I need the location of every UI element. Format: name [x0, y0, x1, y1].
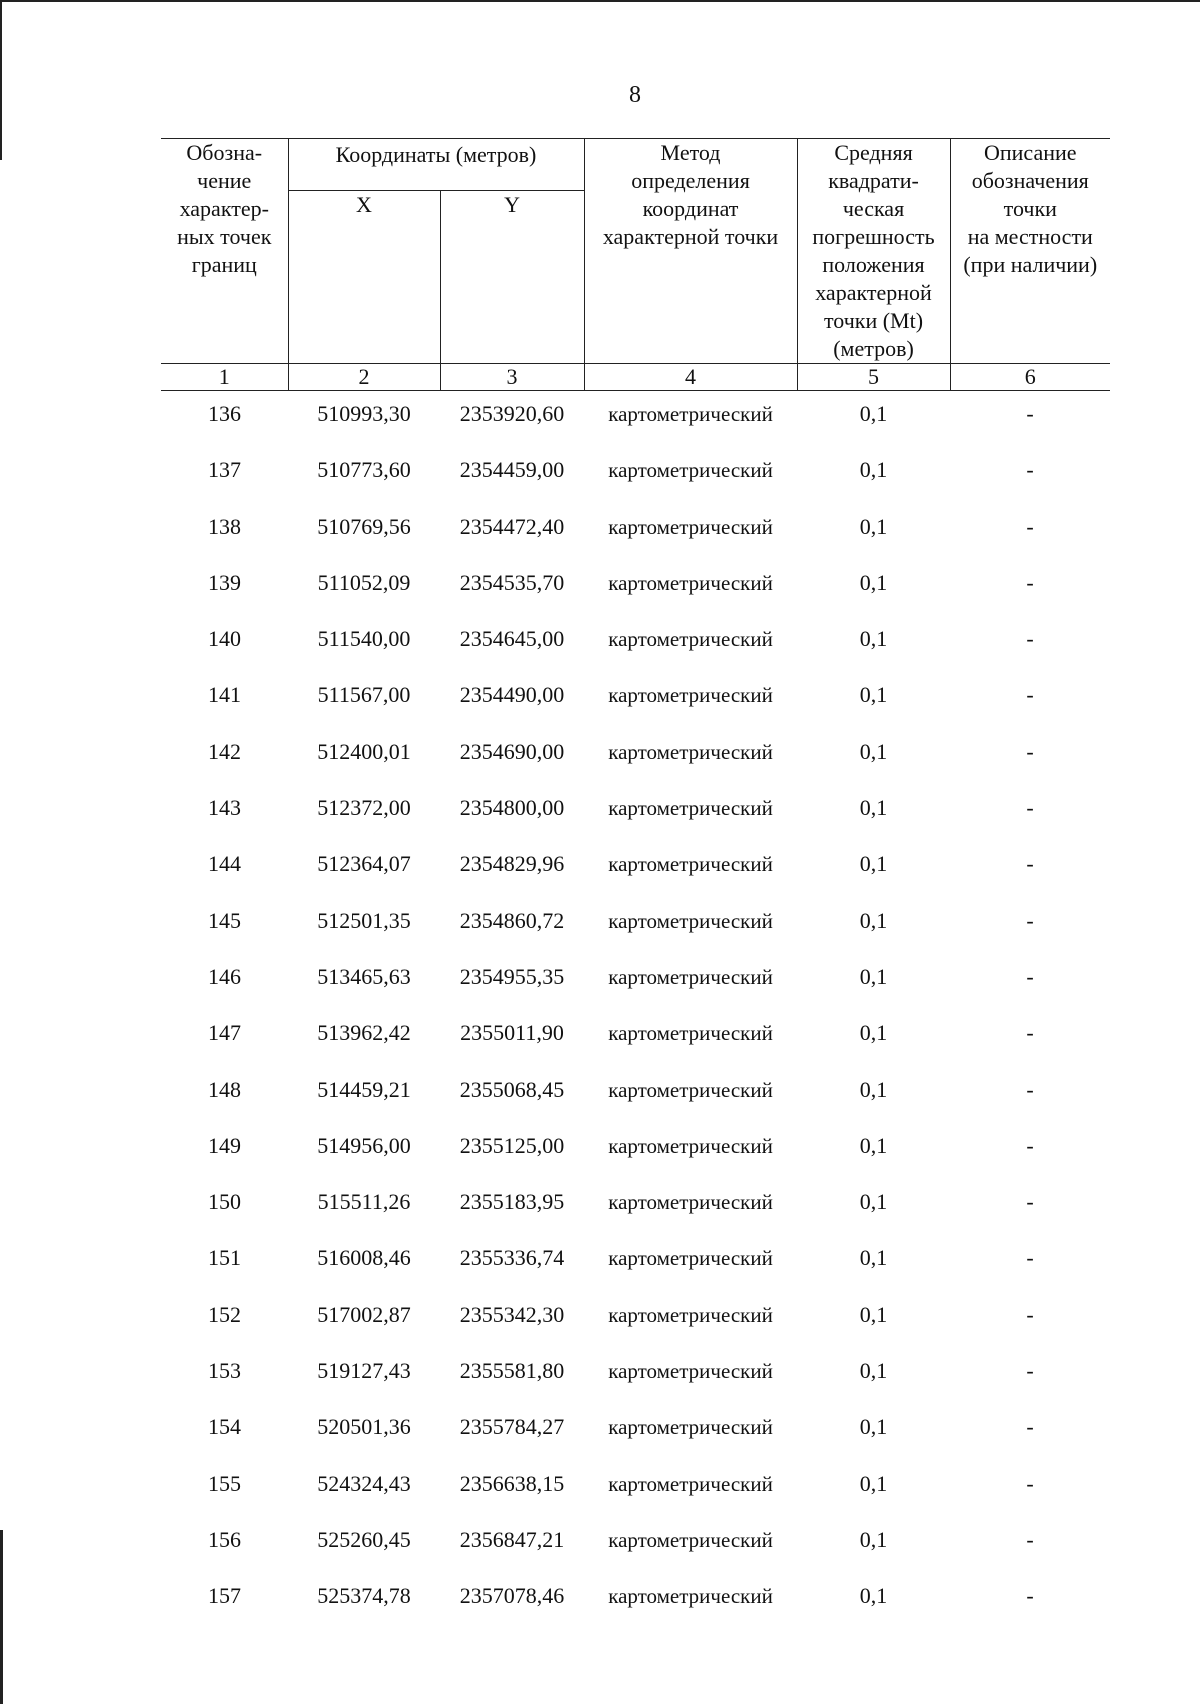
cell-y: 2353920,60: [459, 401, 565, 426]
cell-method: картометрический: [608, 1471, 773, 1496]
cell-point: 140: [208, 626, 241, 652]
cell-error: 0,1: [859, 401, 888, 426]
table-row: [161, 1133, 1110, 1189]
coordinates-table: [161, 138, 1110, 1640]
table-row: [161, 1302, 1110, 1358]
cell-y: 2354490,00: [459, 682, 565, 708]
cell-point: 141: [208, 682, 241, 708]
cell-error: 0,1: [859, 682, 888, 708]
cell-y: 2355125,00: [459, 1132, 565, 1158]
cell-description: -: [1026, 1583, 1034, 1609]
cell-error: 0,1: [859, 569, 888, 595]
cell-x: 514956,00: [317, 1132, 411, 1158]
table-row: [161, 851, 1110, 907]
cell-description: -: [1026, 1358, 1034, 1384]
header-row: [161, 139, 1110, 191]
header-y: Y: [440, 191, 584, 364]
table-row: [161, 908, 1110, 964]
header-method: Метод определения координат характерной точки: [584, 139, 797, 364]
cell-point: 148: [208, 1076, 241, 1102]
cell-y: 2355784,27: [459, 1414, 565, 1440]
cell-error: 0,1: [859, 457, 888, 483]
cell-x: 520501,36: [317, 1414, 411, 1440]
cell-point: 152: [208, 1301, 241, 1327]
cell-x: 513962,42: [317, 1020, 411, 1046]
cell-point: 139: [208, 569, 241, 595]
cell-method: картометрический: [608, 570, 773, 595]
cell-error: 0,1: [859, 1076, 888, 1102]
cell-error: 0,1: [859, 1245, 888, 1271]
cell-x: 516008,46: [317, 1245, 411, 1271]
cell-x: 512372,00: [317, 795, 411, 821]
cell-x: 511052,09: [317, 569, 411, 595]
cell-y: 2354459,00: [459, 457, 565, 483]
cell-point: 137: [208, 457, 241, 483]
cell-point: 145: [208, 907, 241, 933]
cell-description: -: [1026, 738, 1034, 764]
table-row: [161, 1189, 1110, 1245]
cell-x: 511540,00: [317, 626, 411, 652]
cell-x: 525374,78: [317, 1583, 411, 1609]
column-numbers-row: [161, 364, 1110, 391]
cell-y: 2354829,96: [459, 851, 565, 877]
cell-method: картометрический: [608, 1077, 773, 1102]
cell-error: 0,1: [859, 907, 888, 933]
cell-method: картометрический: [608, 964, 773, 989]
table-row: [161, 1583, 1110, 1639]
cell-method: картометрический: [608, 402, 773, 426]
cell-x: 519127,43: [317, 1358, 411, 1384]
table-row: [161, 457, 1110, 513]
cell-x: 511567,00: [317, 682, 411, 708]
scan-edge-left: [0, 0, 2, 160]
cell-point: 138: [208, 513, 241, 539]
cell-method: картометрический: [608, 1415, 773, 1440]
cell-y: 2355068,45: [459, 1076, 565, 1102]
cell-x: 510993,30: [317, 401, 411, 426]
cell-point: 157: [208, 1583, 241, 1609]
cell-description: -: [1026, 1414, 1034, 1440]
cell-description: -: [1026, 907, 1034, 933]
cell-method: картометрический: [608, 1021, 773, 1046]
cell-x: 517002,87: [317, 1301, 411, 1327]
cell-x: 514459,21: [317, 1076, 411, 1102]
cell-y: 2356638,15: [459, 1470, 565, 1496]
cell-error: 0,1: [859, 626, 888, 652]
cell-description: -: [1026, 1470, 1034, 1496]
cell-method: картометрический: [608, 514, 773, 539]
cell-description: -: [1026, 1245, 1034, 1271]
cell-point: 146: [208, 963, 241, 989]
table-row: [161, 682, 1110, 738]
table-row: [161, 795, 1110, 851]
scan-edge-top: [0, 0, 1200, 2]
cell-error: 0,1: [859, 1132, 888, 1158]
cell-error: 0,1: [859, 963, 888, 989]
cell-method: картометрический: [608, 796, 773, 821]
column-number: 1: [161, 364, 288, 391]
cell-error: 0,1: [859, 1301, 888, 1327]
cell-description: -: [1026, 1301, 1034, 1327]
table-row: [161, 964, 1110, 1020]
header-x: X: [288, 191, 440, 364]
page-number: 8: [629, 82, 641, 108]
cell-y: 2355183,95: [459, 1189, 565, 1215]
cell-y: 2354645,00: [459, 626, 565, 652]
cell-description: -: [1026, 1526, 1034, 1552]
cell-method: картометрический: [608, 1584, 773, 1609]
cell-method: картометрический: [608, 1359, 773, 1384]
cell-method: картометрический: [608, 1302, 773, 1327]
cell-y: 2354472,40: [459, 513, 565, 539]
cell-error: 0,1: [859, 513, 888, 539]
cell-point: 144: [208, 851, 241, 877]
scan-edge-left-lower: [0, 1530, 3, 1704]
table-row: [161, 1245, 1110, 1301]
cell-y: 2355011,90: [460, 1020, 564, 1046]
cell-description: -: [1026, 1189, 1034, 1215]
table-row: [161, 1077, 1110, 1133]
cell-error: 0,1: [859, 1470, 888, 1496]
table-row: [161, 1414, 1110, 1470]
table-row: [161, 514, 1110, 570]
table-row: [161, 1358, 1110, 1414]
table-row: [161, 1527, 1110, 1583]
cell-error: 0,1: [859, 1583, 888, 1609]
cell-x: 512364,07: [317, 851, 411, 877]
table-row: [161, 626, 1110, 682]
cell-x: 515511,26: [317, 1189, 411, 1215]
table-row: [161, 570, 1110, 626]
cell-method: картометрический: [608, 852, 773, 877]
table-row: [161, 739, 1110, 795]
cell-description: -: [1026, 513, 1034, 539]
cell-method: картометрический: [608, 627, 773, 652]
cell-description: -: [1026, 1020, 1034, 1046]
cell-point: 150: [208, 1189, 241, 1215]
column-number: 6: [950, 364, 1110, 391]
cell-description: -: [1026, 963, 1034, 989]
cell-x: 512501,35: [317, 907, 411, 933]
column-number: 3: [440, 364, 584, 391]
cell-x: 524324,43: [317, 1470, 411, 1496]
column-number: 2: [288, 364, 440, 391]
cell-description: -: [1026, 1076, 1034, 1102]
cell-x: 510769,56: [317, 513, 411, 539]
column-number: 4: [584, 364, 797, 391]
cell-point: 142: [208, 738, 241, 764]
table-body: [161, 401, 1110, 1640]
cell-method: картометрический: [608, 1190, 773, 1215]
cell-y: 2356847,21: [459, 1526, 565, 1552]
header-coordinates-group: Координаты (метров): [288, 139, 584, 191]
cell-x: 513465,63: [317, 963, 411, 989]
cell-error: 0,1: [859, 795, 888, 821]
cell-method: картометрический: [608, 908, 773, 933]
cell-y: 2355336,74: [459, 1245, 565, 1271]
cell-error: 0,1: [859, 851, 888, 877]
cell-description: -: [1026, 795, 1034, 821]
cell-error: 0,1: [859, 1189, 888, 1215]
cell-y: 2355342,30: [459, 1301, 565, 1327]
cell-point: 136: [208, 401, 241, 426]
cell-error: 0,1: [859, 738, 888, 764]
cell-y: 2354955,35: [459, 963, 565, 989]
cell-y: 2354690,00: [459, 738, 565, 764]
cell-method: картометрический: [608, 1133, 773, 1158]
cell-description: -: [1026, 851, 1034, 877]
table-row: [161, 401, 1110, 457]
cell-description: -: [1026, 569, 1034, 595]
cell-point: 143: [208, 795, 241, 821]
cell-point: 155: [208, 1470, 241, 1496]
cell-y: 2354800,00: [459, 795, 565, 821]
table-row: [161, 1471, 1110, 1527]
cell-description: -: [1026, 682, 1034, 708]
cell-point: 147: [208, 1020, 241, 1046]
cell-point: 154: [208, 1414, 241, 1440]
cell-y: 2354535,70: [459, 569, 565, 595]
cell-error: 0,1: [859, 1526, 888, 1552]
cell-error: 0,1: [859, 1358, 888, 1384]
cell-method: картометрический: [608, 1527, 773, 1552]
cell-error: 0,1: [859, 1414, 888, 1440]
cell-x: 512400,01: [317, 738, 411, 764]
cell-description: -: [1026, 457, 1034, 483]
header-mean-error: Средняя квадрати- ческая погрешность положения характерной точки (Mt) (метров): [797, 139, 950, 364]
cell-method: картометрический: [608, 458, 773, 483]
cell-x: 510773,60: [317, 457, 411, 483]
table-row: [161, 1020, 1110, 1076]
header-point-designation: Обозна- чение характер- ных точек границ: [161, 139, 288, 364]
cell-method: картометрический: [608, 1246, 773, 1271]
cell-error: 0,1: [859, 1020, 888, 1046]
cell-method: картометрический: [608, 739, 773, 764]
cell-point: 156: [208, 1526, 241, 1552]
column-number: 5: [797, 364, 950, 391]
header-description: Описание обозначения точки на местности (при наличии): [950, 139, 1110, 364]
cell-y: 2357078,46: [459, 1583, 565, 1609]
cell-point: 151: [208, 1245, 241, 1271]
cell-description: -: [1026, 401, 1034, 426]
cell-x: 525260,45: [317, 1526, 411, 1552]
cell-y: 2355581,80: [459, 1358, 565, 1384]
cell-description: -: [1026, 1132, 1034, 1158]
cell-point: 149: [208, 1132, 241, 1158]
cell-y: 2354860,72: [459, 907, 565, 933]
cell-point: 153: [208, 1358, 241, 1384]
cell-method: картометрический: [608, 683, 773, 708]
cell-description: -: [1026, 626, 1034, 652]
